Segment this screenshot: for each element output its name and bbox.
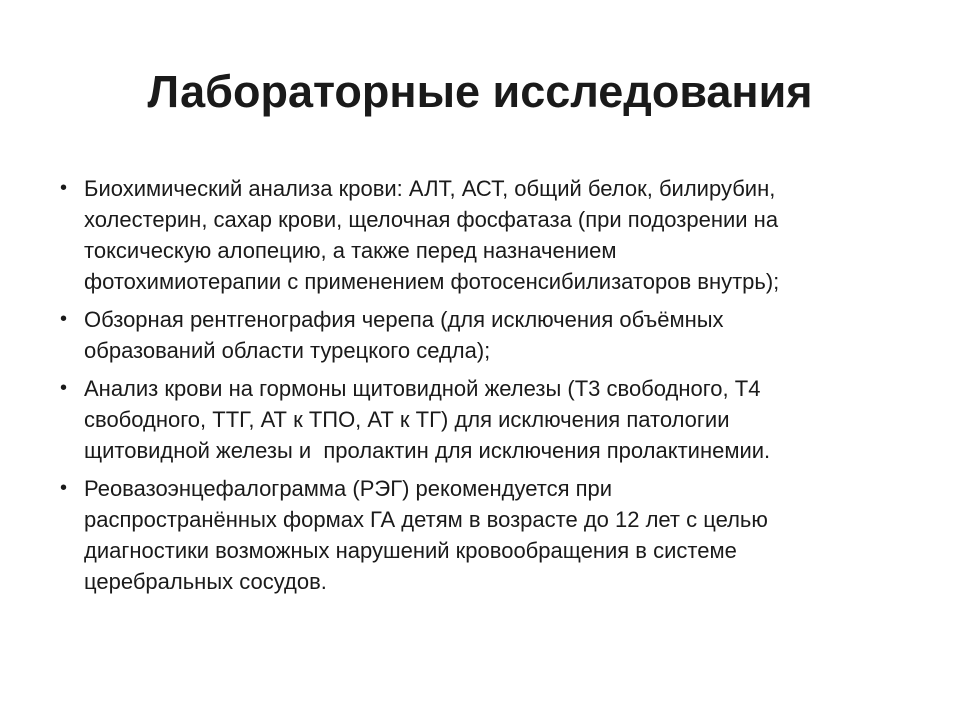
- bullet-list: [60, 173, 920, 604]
- slide-title: Лабораторные исследования: [147, 66, 813, 117]
- bullet-text: Анализ крови на гормоны щитовидной железы (Т3 свободного, Т4 свободного, ТТГ, АТ к ТПО, АТ к ТГ) для исключения патологии щитовидной железы и пролактин для исключения пролактинемии.: [84, 376, 771, 463]
- bullet-item-thyroid-hormones: [60, 373, 920, 466]
- bullet-marker: •: [60, 308, 68, 330]
- bullet-text: Реовазоэнцефалограмма (РЭГ) рекомендуется при распространённых формах ГА детям в возрасте до 12 лет с целью диагностики возможных нарушений кровообращения в системе церебральных сосудов.: [84, 476, 768, 594]
- bullet-text: Биохимический анализа крови: АЛТ, АСТ, общий белок, билирубин, холестерин, сахар крови, щелочная фосфатаза (при подозрении на токсическую алопецию, а также перед назначением фотохимиотерапии с применением фотосенсибилизаторов внутрь);: [84, 176, 780, 294]
- bullet-marker: •: [60, 477, 68, 499]
- bullet-item-biochemistry: [60, 173, 920, 297]
- bullet-marker: •: [60, 377, 68, 399]
- bullet-item-reg: [60, 473, 920, 597]
- bullet-marker: •: [60, 177, 68, 199]
- bullet-text: Обзорная рентгенография черепа (для исключения объёмных образований области турецкого седла);: [84, 307, 724, 363]
- bullet-item-skull-xray: [60, 304, 920, 366]
